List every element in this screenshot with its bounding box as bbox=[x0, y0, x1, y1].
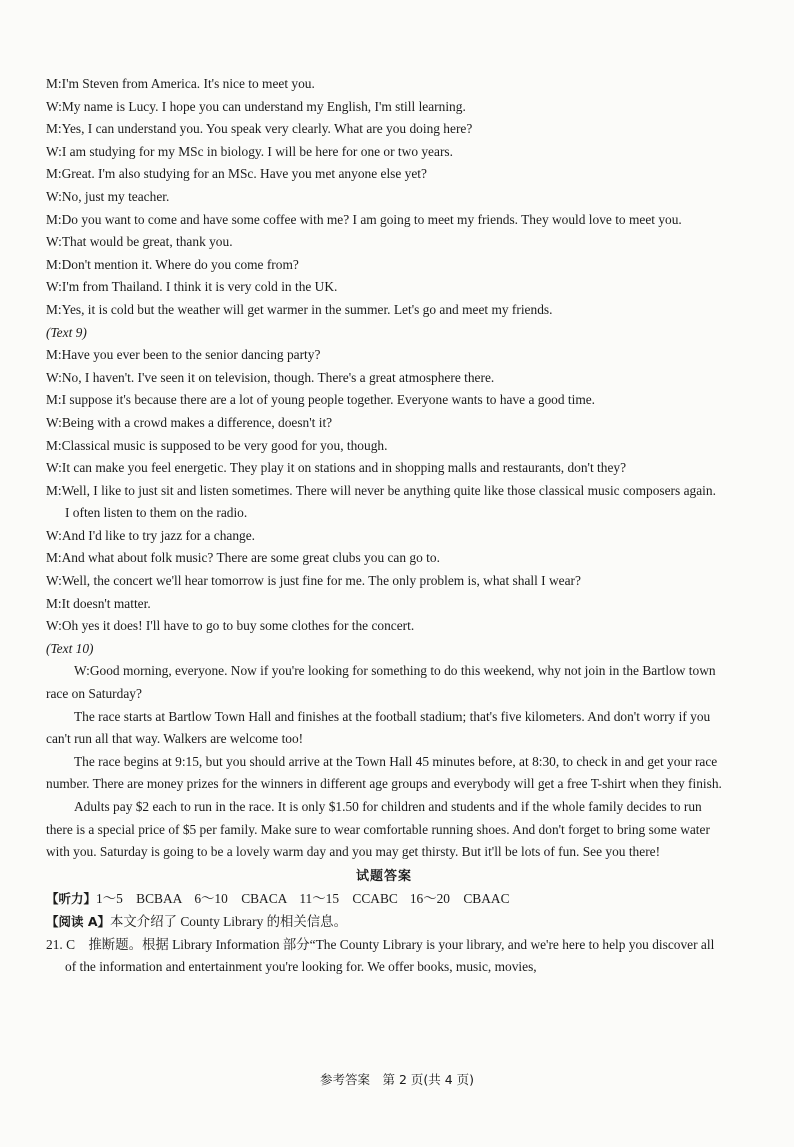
dialogue-line: M:Yes, I can understand you. You speak very clearly. What are you doing here? bbox=[46, 121, 473, 137]
monologue-paragraph: The race starts at Bartlow Town Hall and finishes at the football stadium; that's five kilometers. And don't worry if you can't run all that way. Walkers are welcome too! bbox=[46, 708, 711, 747]
dialogue-line: M:I'm Steven from America. It's nice to meet you. bbox=[46, 76, 315, 91]
answer-group: 11～15 CCABC bbox=[299, 891, 398, 907]
listening-answers bbox=[46, 888, 722, 911]
text9-label: (Text 9) bbox=[46, 324, 87, 340]
dialogue-line: W:No, just my teacher. bbox=[46, 188, 170, 204]
monologue-paragraph: The race begins at 9:15, but you should arrive at the Town Hall 45 minutes before, at 8:30, to check in and get your race number. There are money prizes for the winners in different age groups and everybody will get a free T-shirt when they finish. bbox=[46, 753, 722, 792]
dialogue-line: M:It doesn't matter. bbox=[46, 595, 151, 611]
answer-group: 6～10 CBACA bbox=[194, 891, 288, 907]
dialogue-text8 bbox=[46, 73, 722, 322]
answer-21-explanation: 21. C 推断题。根据 Library Information 部分“The County Library is your library, and we're here to help you discover all of the information and entertainment you're looking for. We offer books, music, movies, bbox=[46, 936, 715, 975]
answer-group: 16～20 CBAAC bbox=[409, 891, 510, 907]
answers-title: 试题答案 bbox=[355, 868, 412, 884]
dialogue-line: W:Well, the concert we'll hear tomorrow is just fine for me. The only problem is, what shall I wear? bbox=[46, 573, 581, 589]
answer-group: 1～5 BCBAA bbox=[96, 891, 183, 907]
dialogue-line: M:Classical music is supposed to be very good for you, though. bbox=[46, 437, 388, 453]
dialogue-line: W:That would be great, thank you. bbox=[46, 234, 233, 250]
dialogue-line: W:Being with a crowd makes a difference, doesn't it? bbox=[46, 414, 333, 430]
dialogue-line: M:Well, I like to just sit and listen sometimes. There will never be anything quite like those classical music composers again. I often listen to them on the radio. bbox=[46, 482, 716, 521]
dialogue-line: W:Oh yes it does! I'll have to go to buy some clothes for the concert. bbox=[46, 618, 415, 634]
dialogue-line: W:It can make you feel energetic. They play it on stations and in shopping malls and restaurants, don't they? bbox=[46, 460, 627, 476]
monologue-text10 bbox=[46, 660, 722, 863]
page-footer: 参考答案 第 2 页(共 4 页) bbox=[319, 1072, 475, 1087]
dialogue-line: W:I'm from Thailand. I think it is very cold in the UK. bbox=[46, 279, 338, 295]
listening-tag: 【听力】 bbox=[46, 891, 97, 907]
reading-intro bbox=[46, 911, 722, 934]
reading-tag: 【阅读 A】 bbox=[46, 913, 111, 929]
monologue-paragraph: W:Good morning, everyone. Now if you're looking for something to do this weekend, why not join in the Bartlow town race on Saturday? bbox=[46, 663, 716, 702]
dialogue-line: W:And I'd like to try jazz for a change. bbox=[46, 527, 256, 543]
dialogue-line: W:My name is Lucy. I hope you can understand my English, I'm still learning. bbox=[46, 98, 466, 114]
dialogue-line: M:I suppose it's because there are a lot of young people together. Everyone wants to have a good time. bbox=[46, 392, 596, 408]
dialogue-line: W:No, I haven't. I've seen it on television, though. There's a great atmosphere there. bbox=[46, 369, 495, 385]
answer-sheet-page bbox=[46, 73, 722, 979]
monologue-paragraph: Adults pay $2 each to run in the race. It is only $1.50 for children and students and if the whole family decides to run there is a special price of $5 per family. Make sure to wear comfortable running shoes. And don't forget to bring some water with you. Saturday is going to be a lovely warm day and you may get thirsty. But it'll be lots of fun. See you there! bbox=[46, 799, 710, 860]
reading-intro-text: 本文介绍了 County Library 的相关信息。 bbox=[110, 913, 347, 929]
dialogue-line: M:Yes, it is cold but the weather will get warmer in the summer. Let's go and meet my friends. bbox=[46, 301, 553, 317]
dialogue-line: W:I am studying for my MSc in biology. I will be here for one or two years. bbox=[46, 143, 453, 159]
dialogue-text9 bbox=[46, 344, 722, 638]
dialogue-line: M:And what about folk music? There are some great clubs you can go to. bbox=[46, 550, 440, 566]
dialogue-line: M:Have you ever been to the senior dancing party? bbox=[46, 347, 321, 363]
dialogue-line: M:Don't mention it. Where do you come from? bbox=[46, 256, 299, 272]
dialogue-line: M:Do you want to come and have some coffee with me? I am going to meet my friends. They would love to meet you. bbox=[46, 211, 682, 227]
text10-label: (Text 10) bbox=[46, 640, 94, 656]
dialogue-line: M:Great. I'm also studying for an MSc. Have you met anyone else yet? bbox=[46, 166, 427, 182]
